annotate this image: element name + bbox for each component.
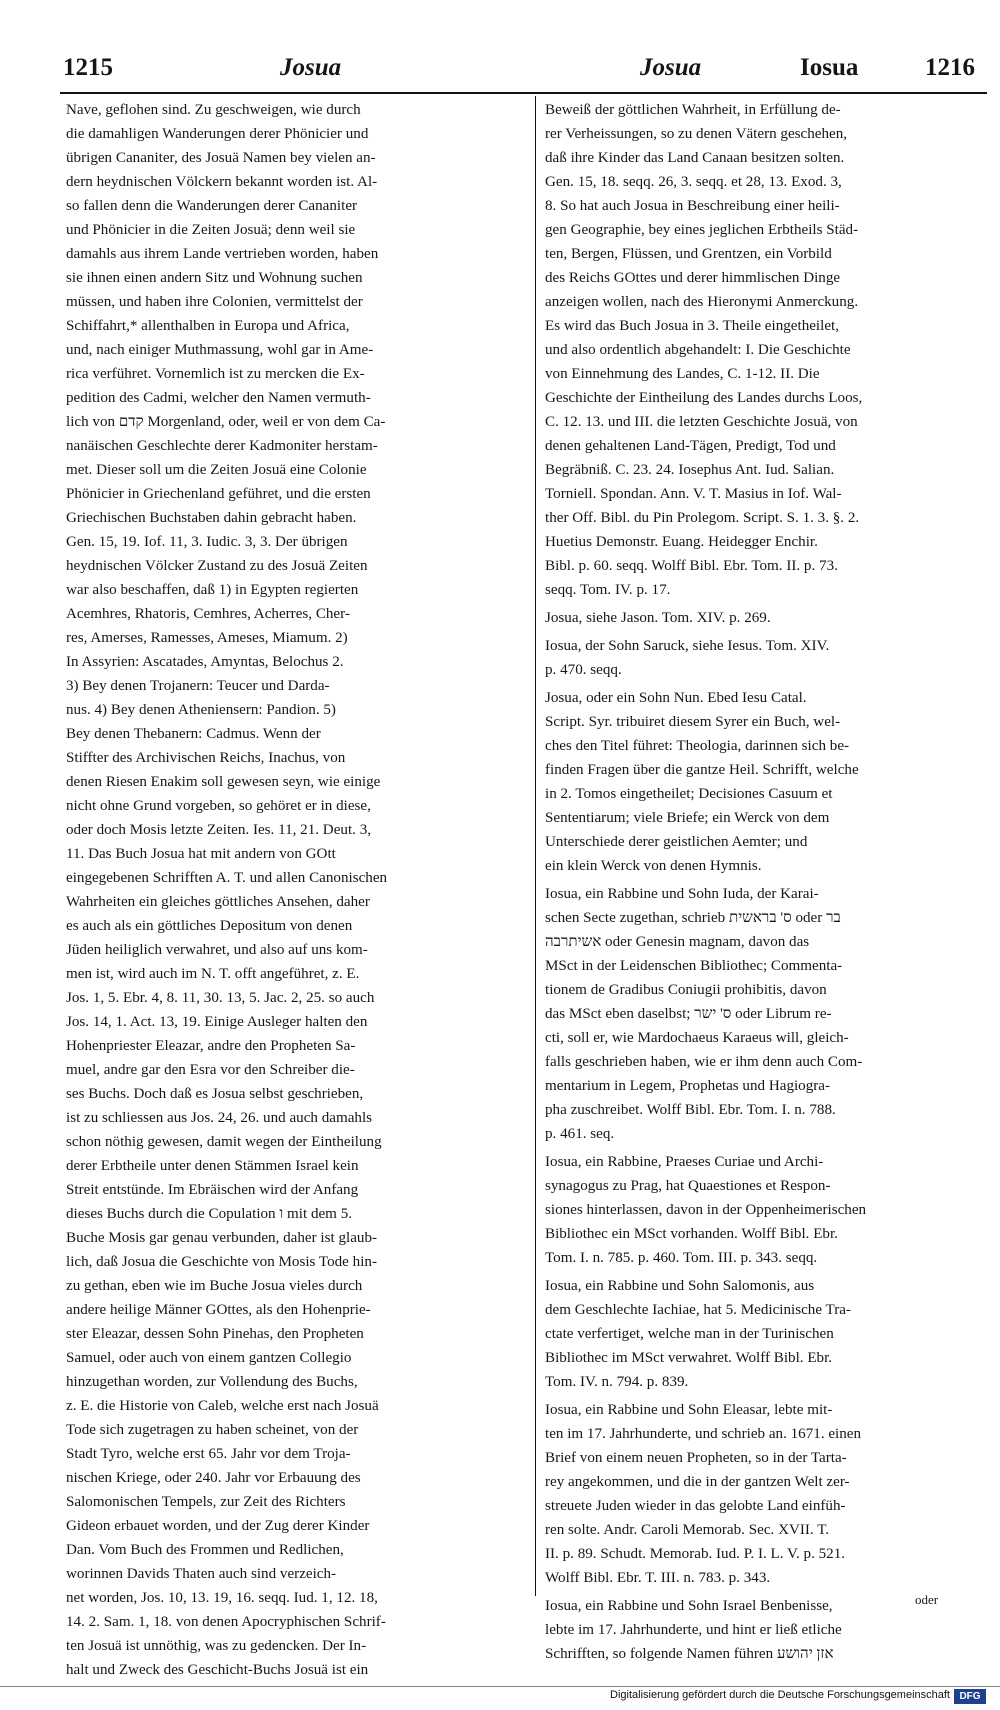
text-line: Stadt Tyro, welche erst 65. Jahr vor dem Troja- [66, 1446, 351, 1462]
text-line: Josua, oder ein Sohn Nun. Ebed Iesu Catal. [545, 690, 807, 706]
text-line: C. 12. 13. und III. die letzten Geschichte Josuä, von [545, 414, 858, 430]
text-line: denen gehaltenen Land-Tägen, Predigt, Tod und [545, 438, 836, 454]
text-line: cti, soll er, wie Mardochaeus Karaeus will, gleich- [545, 1030, 849, 1046]
text-line: damahls aus ihrem Lande vertrieben worden, haben [66, 246, 379, 262]
text-line: Bibl. p. 60. seqq. Wolff Bibl. Ebr. Tom. II. p. 73. [545, 558, 838, 574]
page-number-right: 1216 [925, 54, 975, 81]
text-line: Es wird das Buch Josua in 3. Theile eingetheilet, [545, 318, 839, 334]
text-line: ein klein Werck von denen Hymnis. [545, 858, 762, 874]
text-line: Nave, geflohen sind. Zu geschweigen, wie durch [66, 102, 361, 118]
column-divider [535, 96, 536, 1596]
text-line: Begräbniß. C. 23. 24. Iosephus Ant. Iud. Salian. [545, 462, 835, 478]
text-line: Beweiß der göttlichen Wahrheit, in Erfüllung de- [545, 102, 841, 118]
text-line: Phönicier in Griechenland geführet, und die ersten [66, 486, 371, 502]
text-line: z. E. die Historie von Caleb, welche erst nach Josuä [66, 1398, 379, 1414]
text-line: Bibliothec im MSct verwahret. Wolff Bibl. Ebr. [545, 1350, 833, 1366]
text-line: übrigen Cananiter, des Josuä Namen bey vielen an- [66, 150, 376, 166]
text-line: in 2. Tomos eingetheilet; Decisiones Casuum et [545, 786, 833, 802]
text-line: net worden, Jos. 10, 13. 19, 16. seqq. Iud. 1, 12. 18, [66, 1590, 378, 1606]
text-line: nischen Kriege, oder 240. Jahr vor Erbauung des [66, 1470, 361, 1486]
text-line: schon nöthig gewesen, damit wegen der Eintheilung [66, 1134, 382, 1150]
text-line: Iosua, ein Rabbine und Sohn Eleasar, lebte mit- [545, 1402, 833, 1418]
page-header [0, 54, 1000, 94]
header-rule [60, 92, 987, 94]
text-line: ten, Bergen, Flüssen, und Grentzen, ein Vorbild [545, 246, 832, 262]
text-line: pedition des Cadmi, welcher den Namen vermuth- [66, 390, 371, 406]
text-line: Bey denen Thebanern: Cadmus. Wenn der [66, 726, 321, 742]
running-title-left: Josua [280, 54, 342, 81]
text-line: worinnen Davids Thaten auch sind verzeich- [66, 1566, 337, 1582]
text-line: derer Erbtheile unter denen Stämmen Israel kein [66, 1158, 359, 1174]
text-line: Wolff Bibl. Ebr. T. III. n. 783. p. 343. [545, 1570, 771, 1586]
text-line: siones hinterlassen, davon in der Oppenheimerischen [545, 1202, 867, 1218]
text-line: hinzugethan worden, zur Vollendung des Buchs, [66, 1374, 358, 1390]
text-line: Brief von einem neuen Propheten, so in der Tarta- [545, 1450, 847, 1466]
text-line: andere heilige Männer GOttes, als den Hohenprie- [66, 1302, 371, 1318]
entry-block [545, 1398, 987, 1590]
text-line: streuete Juden wieder in das gelobte Land einfüh- [545, 1498, 846, 1514]
text-line: Josua, siehe Jason. Tom. XIV. p. 269. [545, 610, 771, 626]
entry-block [545, 1274, 987, 1394]
text-line: Dan. Vom Buch des Frommen und Redlichen, [66, 1542, 344, 1558]
text-line: Gen. 15, 19. Iof. 11, 3. Iudic. 3, 3. Der übrigen [66, 534, 348, 550]
text-line: lebte im 17. Jahrhunderte, und hint er ließ etliche [545, 1622, 842, 1638]
text-line: denen Riesen Enakim soll gewesen seyn, wie einige [66, 774, 381, 790]
text-line: Gen. 15, 18. seqq. 26, 3. seqq. et 28, 13. Exod. 3, [545, 174, 842, 190]
text-line: es auch als ein göttliches Depositum von denen [66, 918, 353, 934]
text-line: ster Eleazar, dessen Sohn Pinehas, den Propheten [66, 1326, 364, 1342]
text-line: Schrifften, so folgende Namen führen אזן יהושע [545, 1646, 834, 1662]
text-line: Torniell. Spondan. Ann. V. T. Masius in Iof. Wal- [545, 486, 842, 502]
text-line: Sententiarum; viele Briefe; ein Werck von dem [545, 810, 830, 826]
text-line: und Phönicier in die Zeiten Josuä; denn weil sie [66, 222, 356, 238]
text-line: anzeigen wollen, nach des Hieronymi Anmerckung. [545, 294, 859, 310]
text-line: muel, andre gar den Esra vor den Schreiber die- [66, 1062, 355, 1078]
text-line: p. 461. seq. [545, 1126, 615, 1142]
text-line: schen Secte zugethan, schrieb ס' בראשית oder בר [545, 910, 841, 926]
text-line: men ist, wird auch im N. T. offt angeführet, z. E. [66, 966, 360, 982]
text-line: Tom. IV. n. 794. p. 839. [545, 1374, 689, 1390]
text-line: Huetius Demonstr. Euang. Heidegger Enchir. [545, 534, 818, 550]
text-line: Tode sich zugetragen zu haben scheinet, von der [66, 1422, 359, 1438]
text-line: ctate verfertiget, welche man in der Turinischen [545, 1326, 834, 1342]
right-column [545, 98, 987, 1666]
text-line: rey angekommen, und die in der gantzen Welt zer- [545, 1474, 850, 1490]
text-line: finden Fragen über die gantze Heil. Schrifft, welche [545, 762, 859, 778]
text-line: met. Dieser soll um die Zeiten Josuä eine Colonie [66, 462, 367, 478]
text-line: Gideon erbauet worden, und der Zug derer Kinder [66, 1518, 370, 1534]
text-line: Griechischen Buchstaben dahin gebracht haben. [66, 510, 357, 526]
text-line: 8. So hat auch Josua in Beschreibung einer heili- [545, 198, 840, 214]
left-column [66, 98, 526, 1682]
text-line: und, nach einiger Muthmassung, wohl gar in Ame- [66, 342, 374, 358]
text-line: II. p. 89. Schudt. Memorab. Iud. P. I. L. V. p. 521. [545, 1546, 846, 1562]
text-line: ther Off. Bibl. du Pin Prolegom. Script. S. 1. 3. §. 2. [545, 510, 860, 526]
text-line: Iosua, der Sohn Saruck, siehe Iesus. Tom. XIV. [545, 638, 830, 654]
text-line: Geschichte der Eintheilung des Landes durchs Loos, [545, 390, 863, 406]
text-line: In Assyrien: Ascatades, Amyntas, Belochus 2. [66, 654, 344, 670]
text-line: p. 470. seqq. [545, 662, 622, 678]
text-line: Salomonischen Tempels, zur Zeit des Richters [66, 1494, 346, 1510]
text-line: gen Geographie, bey eines jeglichen Erbtheils Städ- [545, 222, 859, 238]
entry-block [545, 882, 987, 1146]
text-line: dern heydnischen Völckern bekannt worden ist. Al- [66, 174, 378, 190]
text-line: ist zu schliessen aus Jos. 24, 26. und auch damahls [66, 1110, 373, 1126]
text-line: Iosua, ein Rabbine und Sohn Salomonis, aus [545, 1278, 815, 1294]
text-line: so fallen denn die Wanderungen derer Cananiter [66, 198, 358, 214]
text-line: synagogus zu Prag, hat Quaestiones et Respon- [545, 1178, 831, 1194]
text-line: Jos. 1, 5. Ebr. 4, 8. 11, 30. 13, 5. Jac. 2, 25. so auch [66, 990, 375, 1006]
text-line: nus. 4) Bey denen Atheniensern: Pandion. 5) [66, 702, 336, 718]
text-line: dem Geschlechte Iachiae, hat 5. Medicinische Tra- [545, 1302, 851, 1318]
text-line: Bibliothec ein MSct vorhanden. Wolff Bibl. Ebr. [545, 1226, 838, 1242]
running-title-right-alt: Iosua [800, 54, 859, 81]
text-line: Samuel, oder auch von einem gantzen Collegio [66, 1350, 352, 1366]
text-line: 14. 2. Sam. 1, 18. von denen Apocryphischen Schrif- [66, 1614, 386, 1630]
text-line: rer Verheissungen, so zu denen Vätern geschehen, [545, 126, 848, 142]
text-line: nanäischen Geschlechte derer Kadmoniter herstam- [66, 438, 378, 454]
catchword: oder [915, 1592, 939, 1607]
text-line: dieses Buchs durch die Copulation ו mit dem 5. [66, 1206, 353, 1222]
text-line: Schiffahrt,* allenthalben in Europa und Africa, [66, 318, 350, 334]
text-line: seqq. Tom. IV. p. 17. [545, 582, 671, 598]
text-line: eingegebenen Schrifften A. T. und allen Canonischen [66, 870, 388, 886]
digitization-footer [0, 1686, 1000, 1707]
entry-block [545, 686, 987, 878]
text-line: nicht ohne Grund vorgeben, so gehöret er in diese, [66, 798, 371, 814]
text-line: lich, daß Josua die Geschichte von Mosis Tode hin- [66, 1254, 377, 1270]
dfg-logo: DFG [954, 1689, 986, 1704]
text-line: rica verführet. Vornemlich ist zu mercken die Ex- [66, 366, 365, 382]
text-line: Tom. I. n. 785. p. 460. Tom. III. p. 343. seqq. [545, 1250, 818, 1266]
running-title-right: Josua [640, 54, 702, 81]
text-line: falls geschrieben haben, wie er ihm denn auch Com- [545, 1054, 863, 1070]
text-line: von Einnehmung des Landes, C. 1-12. II. Die [545, 366, 820, 382]
text-line: halt und Zweck des Geschicht-Buchs Josuä ist ein [66, 1662, 369, 1678]
text-line: die damahligen Wanderungen derer Phönicier und [66, 126, 369, 142]
text-line: Jüden heiliglich verwahret, und also auf uns kom- [66, 942, 368, 958]
text-line: Script. Syr. tribuiret diesem Syrer ein Buch, wel- [545, 714, 841, 730]
footer-credit: Digitalisierung gefördert durch die Deutsche Forschungsgemeinschaft [610, 1689, 950, 1701]
text-line: Streit entstünde. Im Ebräischen wird der Anfang [66, 1182, 359, 1198]
text-line: 3) Bey denen Trojanern: Teucer und Darda- [66, 678, 330, 694]
text-line: daß ihre Kinder das Land Canaan besitzen solten. [545, 150, 845, 166]
text-line: ten Josuä ist unnöthig, was zu gedencken. Der In- [66, 1638, 367, 1654]
text-line: Buche Mosis gar genau verbunden, daher ist glaub- [66, 1230, 378, 1246]
text-line: ten im 17. Jahrhunderte, und schrieb an. 1671. einen [545, 1426, 862, 1442]
text-line: ches den Titel führet: Theologia, darinnen sich be- [545, 738, 850, 754]
text-line: lich von קדם Morgenland, oder, weil er von dem Ca- [66, 414, 386, 430]
text-line: müssen, und haben ihre Colonien, vermittelst der [66, 294, 363, 310]
text-line: MSct in der Leidenschen Bibliothec; Commenta- [545, 958, 843, 974]
text-line: das MSct eben daselbst; ס' ישר oder Librum re- [545, 1006, 832, 1022]
entry-block [545, 98, 987, 602]
text-line: Unterschiede derer geistlichen Aemter; und [545, 834, 808, 850]
text-line: 11. Das Buch Josua hat mit andern von GOtt [66, 846, 336, 862]
text-line: oder doch Mosis letzte Zeiten. Ies. 11, 21. Deut. 3, [66, 822, 372, 838]
text-line: ren solte. Andr. Caroli Memorab. Sec. XVII. T. [545, 1522, 830, 1538]
entry-block [545, 634, 987, 682]
text-line: pha zuschreibet. Wolff Bibl. Ebr. Tom. I. n. 788. [545, 1102, 836, 1118]
text-line: ses Buchs. Doch daß es Josua selbst geschrieben, [66, 1086, 364, 1102]
text-line: heydnischen Völcker Zustand zu des Josuä Zeiten [66, 558, 368, 574]
text-line: Acemhres, Rhatoris, Cemhres, Acherres, Cher- [66, 606, 350, 622]
page-number-left: 1215 [63, 54, 113, 81]
text-line: des Reichs GOttes und derer himmlischen Dinge [545, 270, 841, 286]
text-line: sie ihnen einen andern Sitz und Wohnung suchen [66, 270, 363, 286]
entry-block [545, 1150, 987, 1270]
text-line: Wahrheiten ein gleiches göttliches Ansehen, daher [66, 894, 370, 910]
text-line: war also beschaffen, daß 1) in Egypten regierten [66, 582, 359, 598]
text-line: אשיתרבה oder Genesin magnam, davon das [545, 934, 810, 950]
text-line: Jos. 14, 1. Act. 13, 19. Einige Ausleger halten den [66, 1014, 368, 1030]
text-line: Iosua, ein Rabbine, Praeses Curiae und Archi- [545, 1154, 824, 1170]
text-line: tionem de Gradibus Coniugii prohibitis, davon [545, 982, 827, 998]
text-line: mentarium in Legem, Prophetas und Hagiogra- [545, 1078, 831, 1094]
text-line: Stiffter des Archivischen Reichs, Inachus, von [66, 750, 346, 766]
entry-block [545, 606, 987, 630]
text-line: res, Amerses, Ramesses, Ameses, Miamum. 2) [66, 630, 348, 646]
text-line: zu gethan, eben wie im Buche Josua vieles durch [66, 1278, 363, 1294]
text-line: Iosua, ein Rabbine und Sohn Israel Benbenisse, [545, 1598, 833, 1614]
text-line: und also ordentlich abgehandelt: I. Die Geschichte [545, 342, 851, 358]
text-line: Iosua, ein Rabbine und Sohn Iuda, der Karai- [545, 886, 819, 902]
text-line: Hohenpriester Eleazar, andre den Propheten Sa- [66, 1038, 356, 1054]
